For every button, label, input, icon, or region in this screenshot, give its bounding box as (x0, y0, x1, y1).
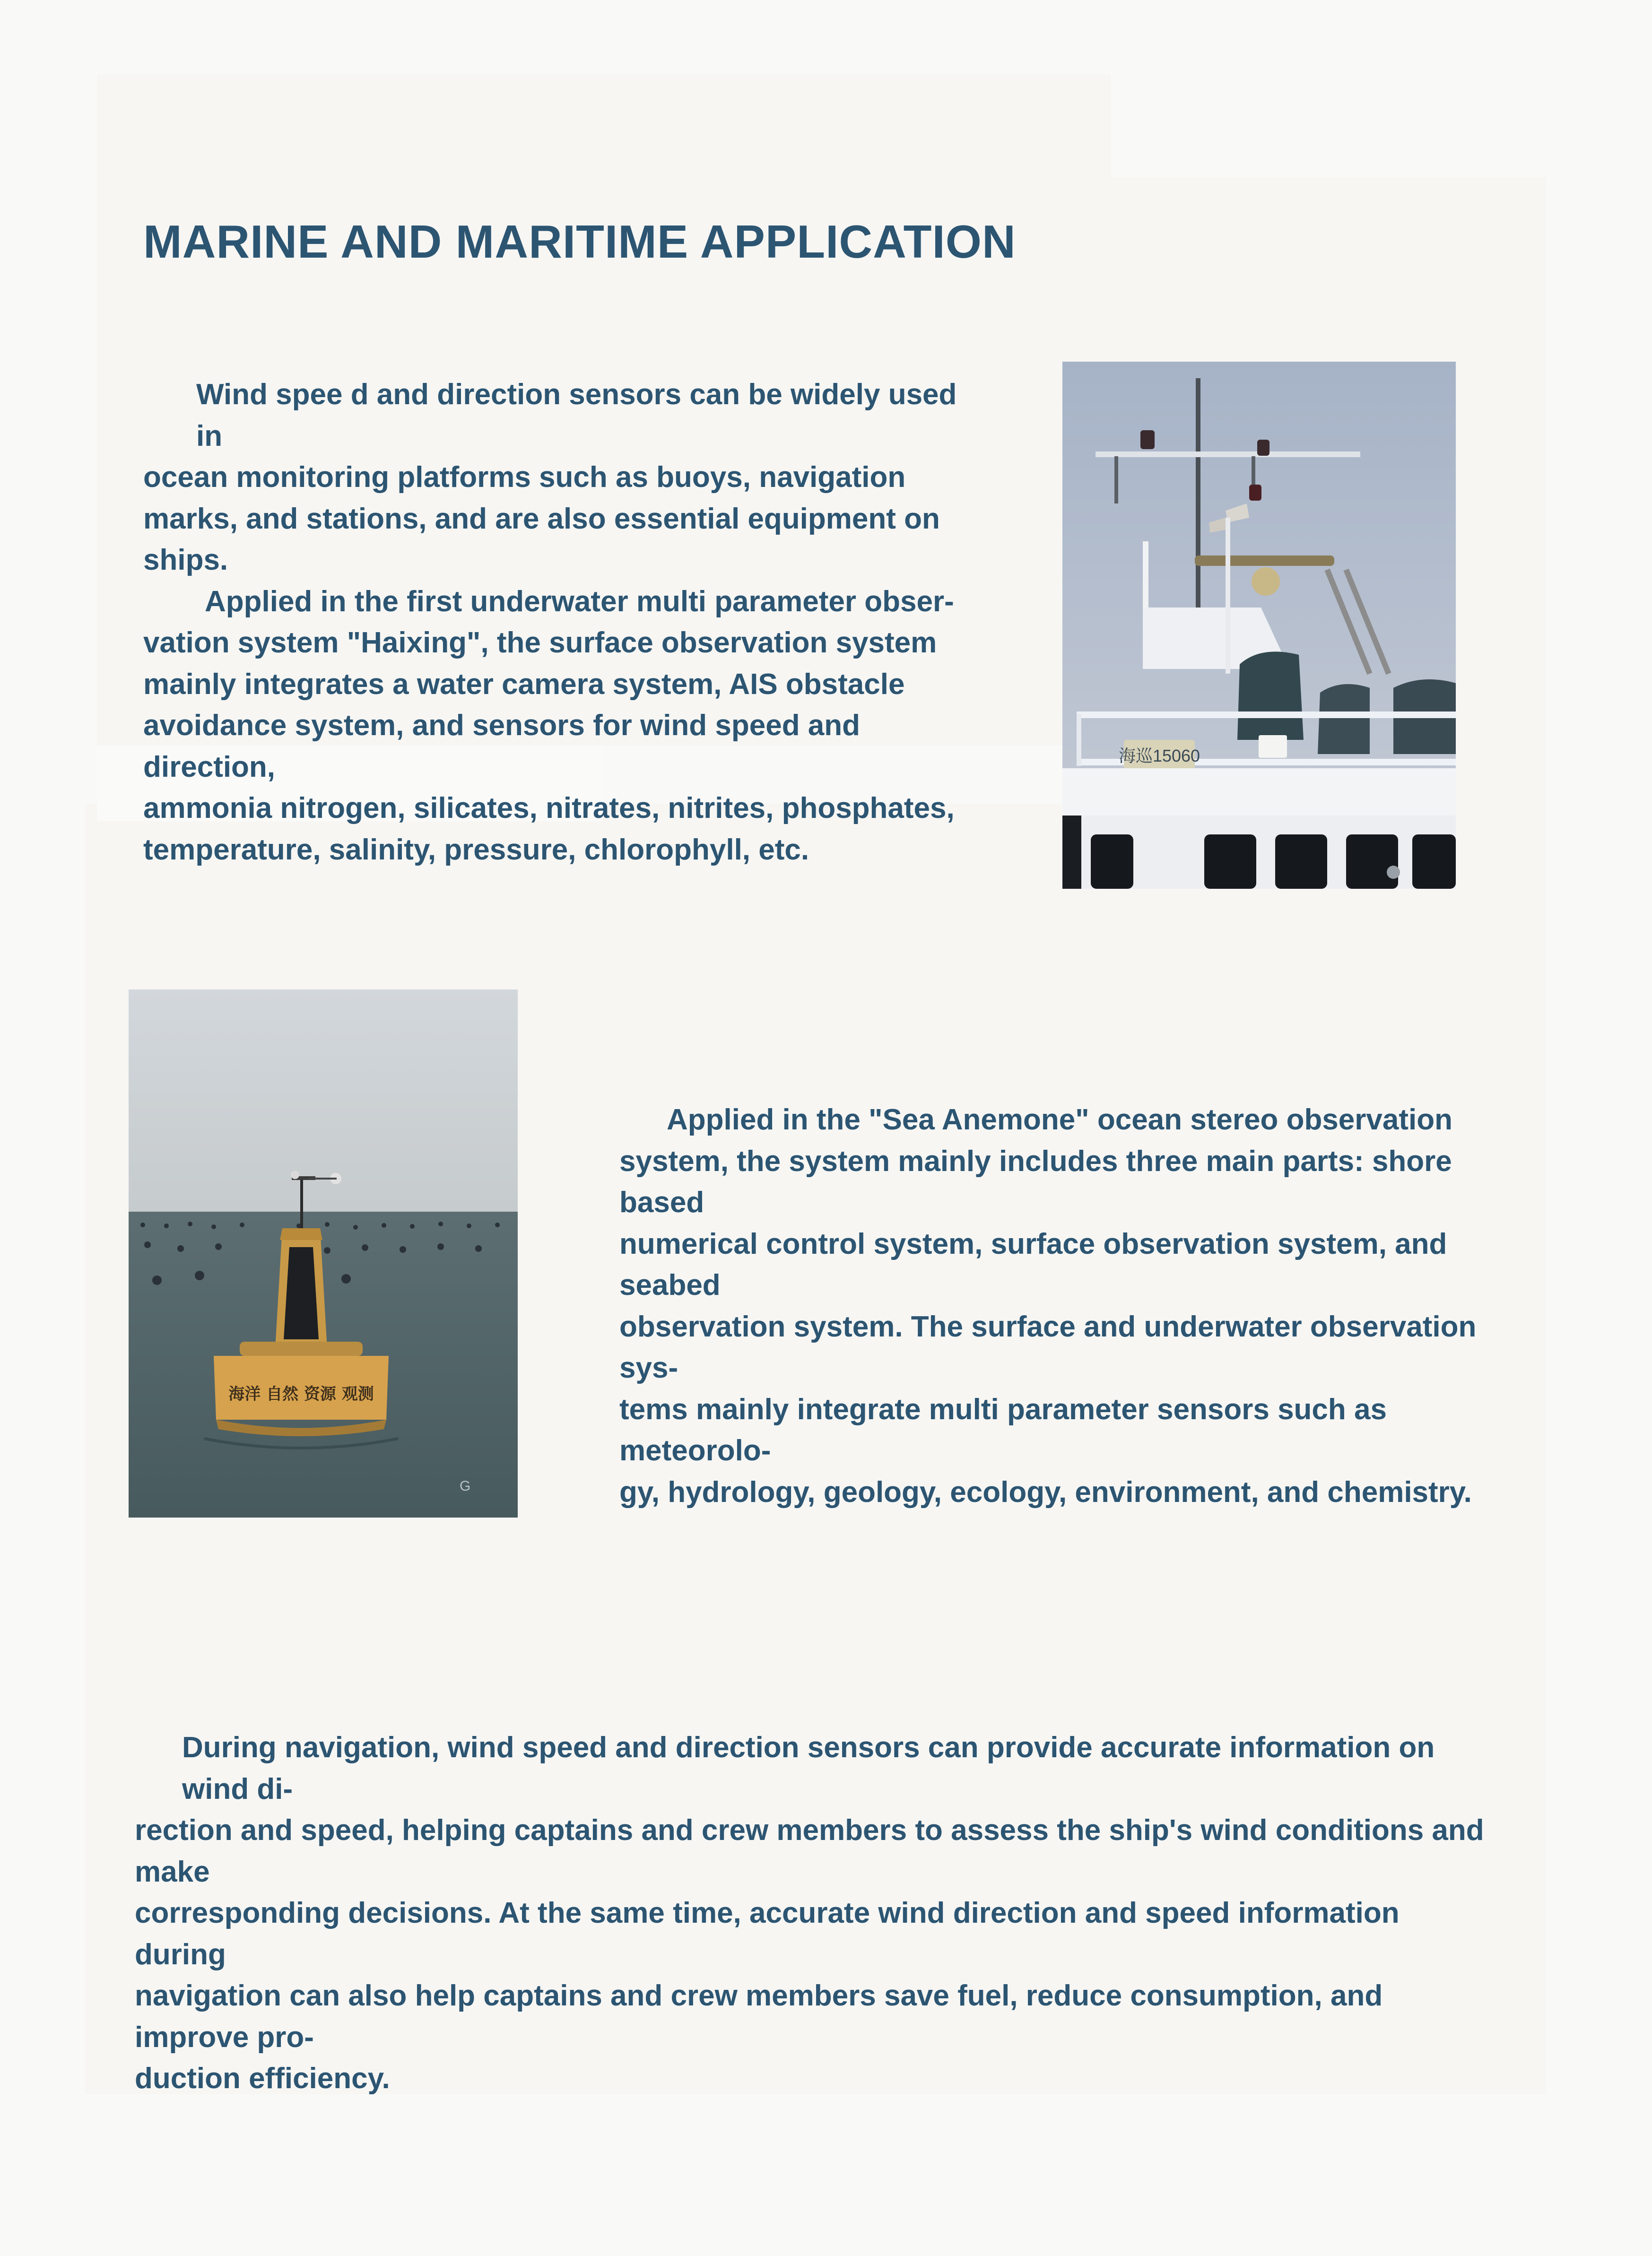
paragraph-line: temperature, salinity, pressure, chlorophyll, etc. (143, 833, 809, 866)
paragraph-line: marks, and stations, and are also essential equipment on (143, 502, 940, 535)
paragraph-line: ships. (143, 544, 228, 576)
photo-watermark: G (460, 1478, 471, 1494)
paragraph-line: tems mainly integrate multi parameter sensors such as meteorolo- (619, 1393, 1387, 1467)
ship-mast-photo (1062, 362, 1456, 889)
paragraph-line: mainly integrates a water camera system, AIS obstacle (143, 668, 905, 701)
paragraph-line: Wind spee d and direction sensors can be widely used in (196, 378, 957, 452)
paragraph-line: corresponding decisions. At the same time, accurate wind direction and speed information during (135, 1897, 1400, 1971)
paragraph-line: rection and speed, helping captains and crew members to assess the ship's wind conditions and make (135, 1814, 1484, 1888)
paragraph-line: duction efficiency. (135, 2062, 390, 2095)
paragraph-line: Applied in the "Sea Anemone" ocean stereo observation (667, 1103, 1452, 1136)
ship-hull-label: 海巡15060 (1118, 746, 1200, 765)
paragraph-line: system, the system mainly includes three main parts: shore based (619, 1145, 1452, 1219)
paragraph-line: Applied in the first underwater multi parameter obser- (205, 585, 954, 618)
paragraph-line: observation system. The surface and underwater observation sys- (619, 1310, 1477, 1384)
buoy-photo (129, 989, 518, 1518)
navigation-paragraph (135, 1727, 1496, 2100)
intro-paragraph (143, 374, 975, 870)
paragraph-line: ocean monitoring platforms such as buoys, navigation (143, 461, 906, 494)
paragraph-line: ammonia nitrogen, silicates, nitrates, nitrites, phosphates, (143, 792, 955, 824)
paragraph-line: navigation can also help captains and crew members save fuel, reduce consumption, and improve pro- (135, 1979, 1383, 2054)
paragraph-line: avoidance system, and sensors for wind speed and direction, (143, 709, 861, 783)
page-title: MARINE AND MARITIME APPLICATION (143, 216, 1016, 268)
paragraph-line: During navigation, wind speed and direction sensors can provide accurate information on wind di- (182, 1731, 1435, 1805)
buoy-band-text: 海洋 自然 资源 观测 (228, 1385, 374, 1404)
sea-anemone-paragraph (619, 1099, 1508, 1513)
paragraph-line: gy, hydrology, geology, ecology, environment, and chemistry. (619, 1475, 1472, 1509)
paragraph-line: vation system "Haixing", the surface observation system (143, 626, 937, 659)
paragraph-line: numerical control system, surface observation system, and seabed (619, 1227, 1447, 1302)
